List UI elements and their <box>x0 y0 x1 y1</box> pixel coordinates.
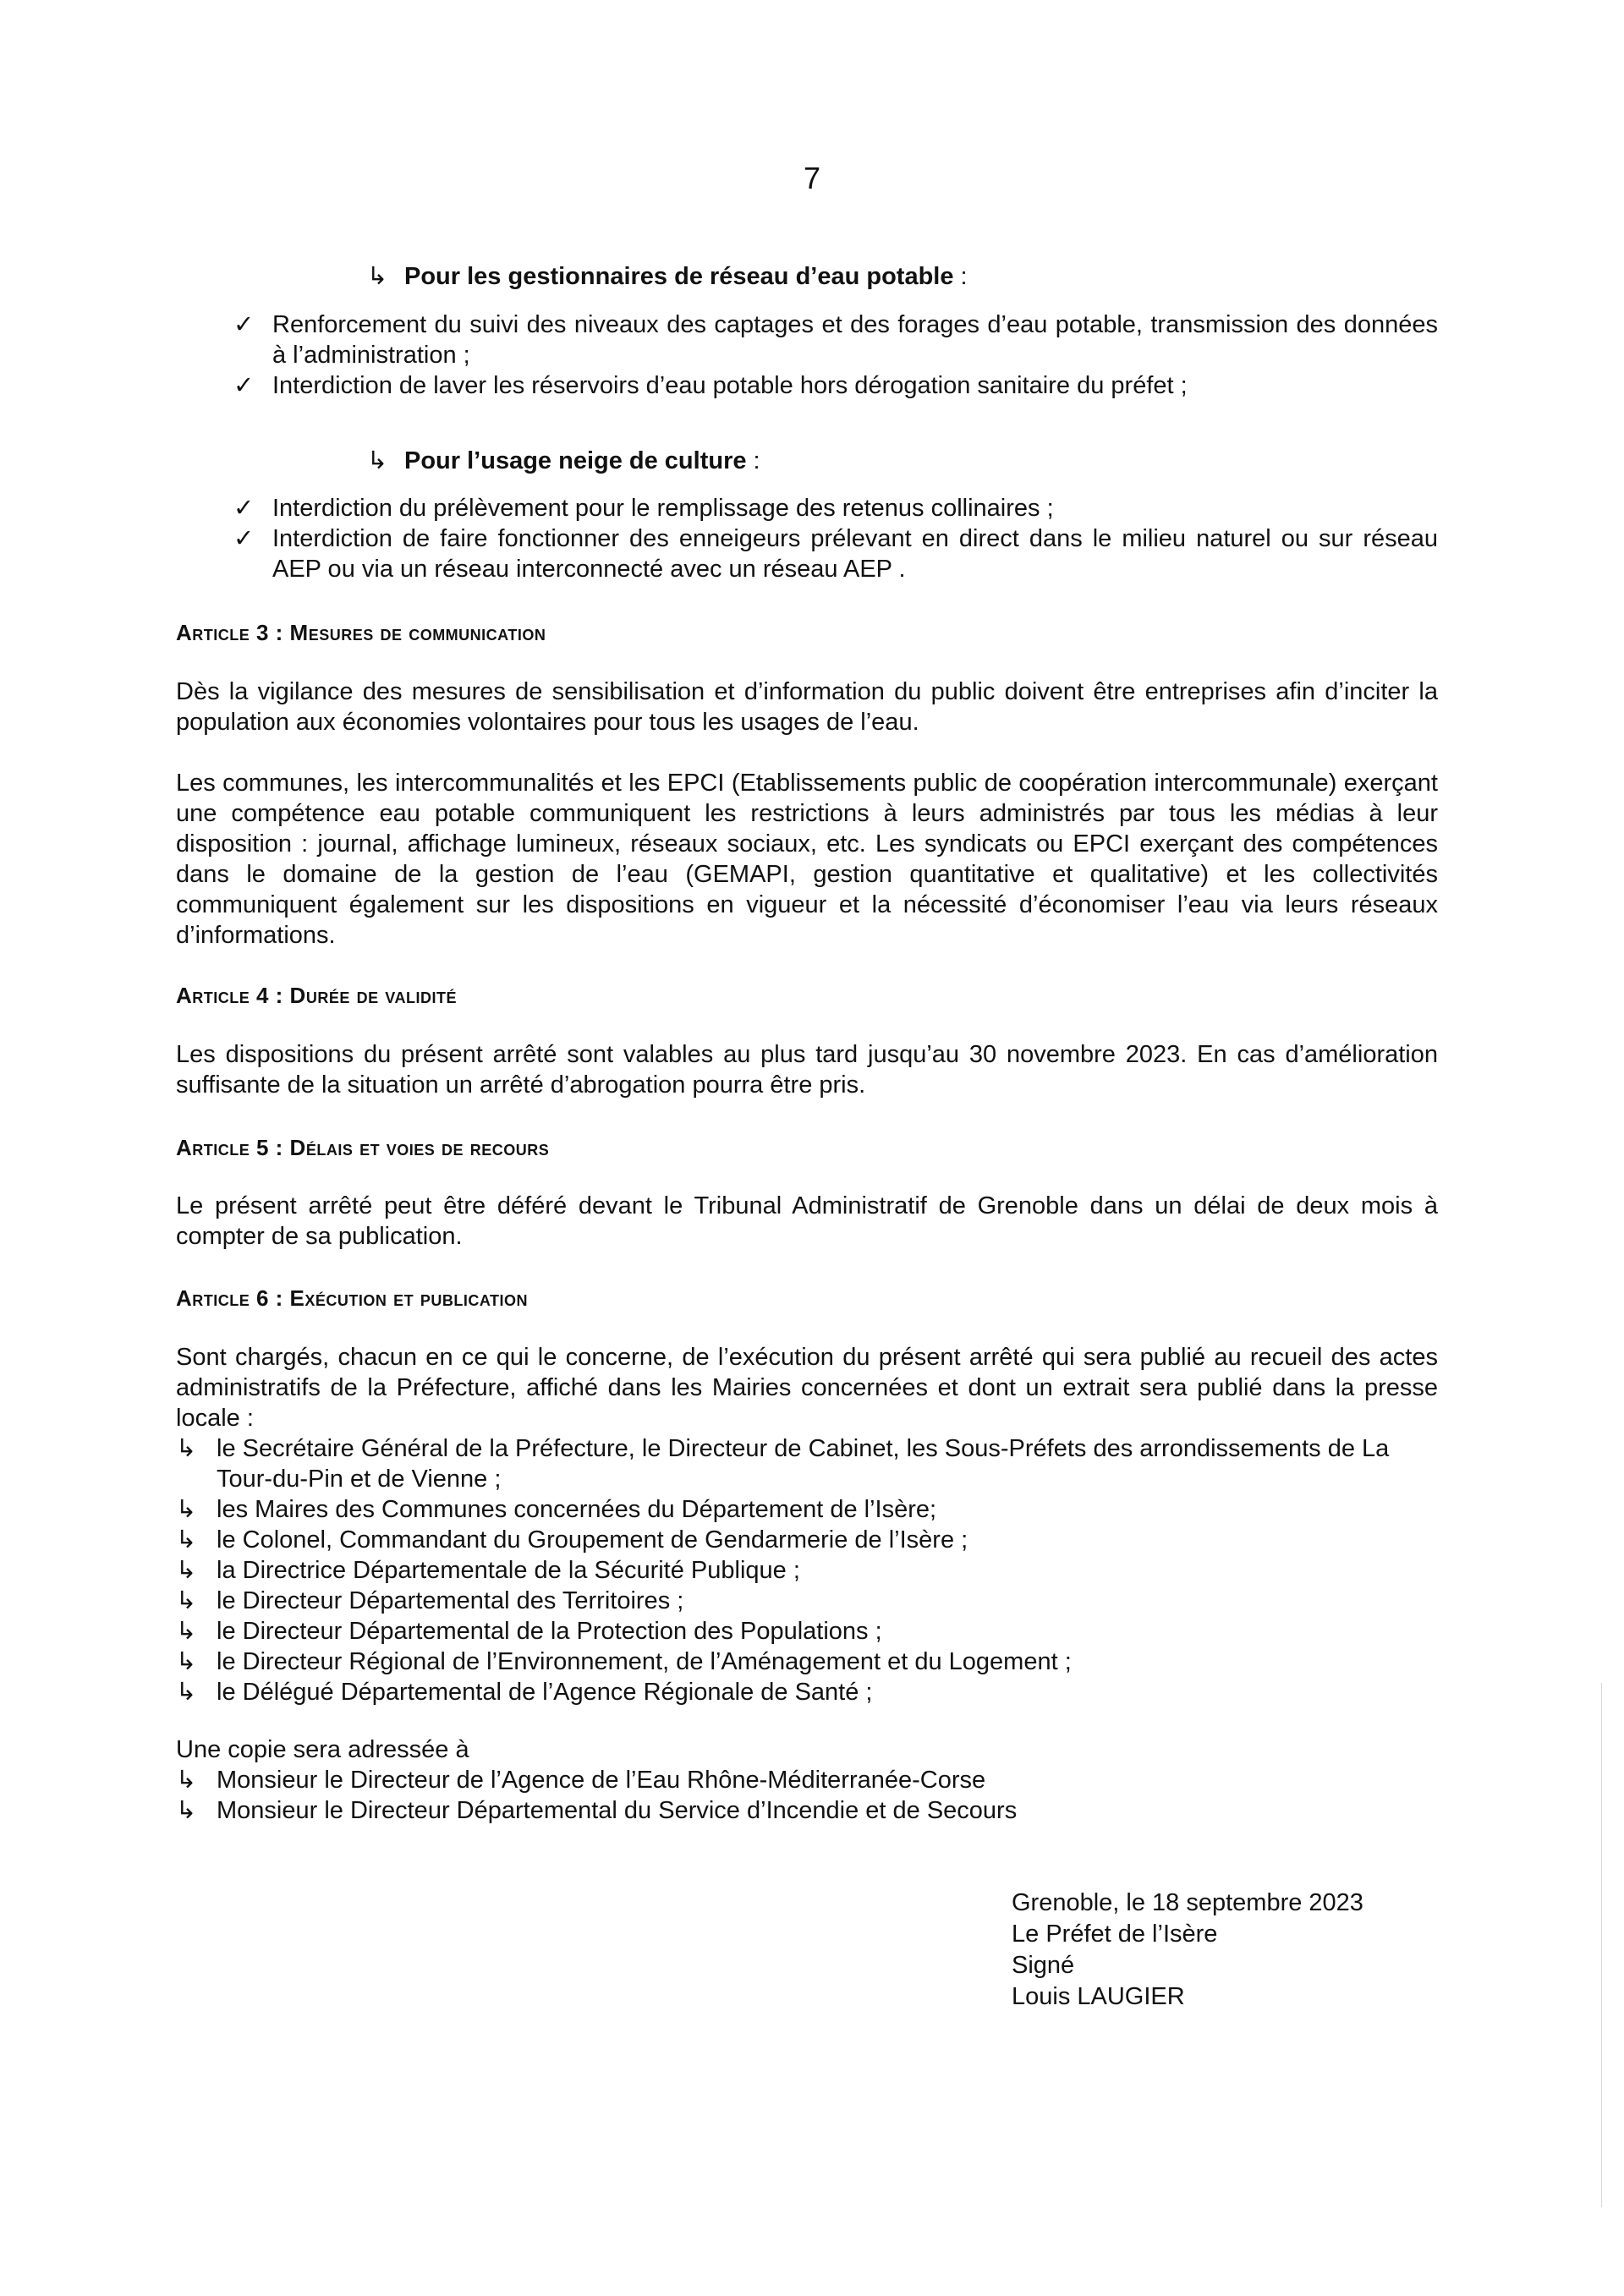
section-water-heading <box>367 261 968 292</box>
article-4-heading: Article 4 : Durée de validité <box>176 983 457 1008</box>
check-icon: ✓ <box>233 525 255 552</box>
hooked-arrow-icon: ↳ <box>176 1618 197 1645</box>
list-item <box>176 1525 1438 1555</box>
list-item <box>233 370 1438 401</box>
list-item-text: Monsieur le Directeur de l’Agence de l’Eau Rhône-Méditerranée-Corse <box>217 1767 986 1794</box>
copy-list <box>176 1734 1438 1826</box>
hooked-arrow-icon: ↳ <box>176 1557 197 1584</box>
article-3-paragraph: Les communes, les intercommunalités et les EPCI (Etablissements public de coopération intercommunale) exerçant une compétence eau potable communiquent les restrictions à leurs administrés par tous les médias à leur disposition : journal, affichage lumineux, réseaux sociaux, etc. Les syndicats ou EPCI exerçant des compétences dans le domaine de la gestion de l’eau (GEMAPI, gestion quantitative et qualitative) et les collectivités communiquent également sur les dispositions en vigueur et la nécessité d’économiser l’eau via leurs réseaux d’informations. <box>176 770 1438 949</box>
hooked-arrow-icon: ↳ <box>176 1648 197 1675</box>
article-3-heading: Article 3 : Mesures de communication <box>176 620 546 645</box>
article-5-paragraph: Le présent arrêté peut être déféré devant le Tribunal Administratif de Grenoble dans un délai de deux mois à compter de sa publication. <box>176 1192 1438 1250</box>
hooked-arrow-icon: ↳ <box>176 1587 197 1614</box>
page-number: 7 <box>804 161 821 195</box>
hooked-arrow-icon: ↳ <box>176 1526 197 1553</box>
article-5-heading: Article 5 : Délais et voies de recours <box>176 1135 550 1160</box>
section-snow-list <box>233 493 1438 584</box>
section-snow-heading <box>367 446 760 476</box>
list-item-text: les Maires des Communes concernées du Département de l’Isère; <box>217 1496 937 1523</box>
list-item <box>176 1586 1438 1616</box>
copy-intro: Une copie sera adressée à <box>176 1736 469 1763</box>
list-item <box>176 1795 1438 1826</box>
list-item-text: Interdiction du prélèvement pour le remplissage des retenus collinaires ; <box>272 495 1054 522</box>
list-item-text: le Directeur Régional de l’Environnement, de l’Aménagement et du Logement ; <box>217 1648 1072 1675</box>
list-item-text: Renforcement du suivi des niveaux des captages et des forages d’eau potable, transmission des données à l’administration ; <box>272 311 1438 369</box>
signature-block <box>1012 1888 1363 2013</box>
list-item <box>233 310 1438 370</box>
list-item-text: le Colonel, Commandant du Groupement de Gendarmerie de l’Isère ; <box>217 1526 968 1553</box>
hooked-arrow-icon: ↳ <box>176 1767 197 1794</box>
article-4-paragraph: Les dispositions du présent arrêté sont valables au plus tard jusqu’au 30 novembre 2023. En cas d’amélioration suffisante de la situation un arrêté d’abrogation pourra être pris. <box>176 1041 1438 1099</box>
section-water-list <box>233 310 1438 401</box>
list-item-text: Interdiction de faire fonctionner des enneigeurs prélevant en direct dans le milieu naturel ou sur réseau AEP ou via un réseau interconnecté avec un réseau AEP . <box>272 525 1438 583</box>
check-icon: ✓ <box>233 495 255 522</box>
article-3-paragraph: Dès la vigilance des mesures de sensibilisation et d’information du public doivent être entreprises afin d’inciter la population aux économies volontaires pour tous les usages de l’eau. <box>176 678 1438 736</box>
check-icon: ✓ <box>233 372 255 399</box>
section-snow-suffix: : <box>746 447 760 474</box>
signature-place-date: Grenoble, le 18 septembre 2023 <box>1012 1889 1363 1916</box>
list-item <box>233 493 1438 523</box>
list-item-text: Monsieur le Directeur Départemental du Service d’Incendie et de Secours <box>217 1797 1018 1824</box>
signature-name: Louis LAUGIER <box>1012 1983 1185 2010</box>
hooked-arrow-icon: ↳ <box>367 447 388 474</box>
check-icon: ✓ <box>233 311 255 338</box>
hooked-arrow-icon: ↳ <box>176 1435 197 1462</box>
signature-status: Signé <box>1012 1952 1075 1979</box>
list-item-text: le Secrétaire Général de la Préfecture, le Directeur de Cabinet, les Sous-Préfets des arrondissements de La Tour-du-Pin et de Vienne ; <box>217 1435 1390 1493</box>
list-item-text: Interdiction de laver les réservoirs d’eau potable hors dérogation sanitaire du préfet ; <box>272 372 1188 399</box>
list-item <box>176 1765 1438 1795</box>
list-item <box>176 1616 1438 1647</box>
hooked-arrow-icon: ↳ <box>367 263 388 290</box>
section-water-suffix: : <box>953 263 968 290</box>
list-item <box>176 1433 1438 1494</box>
list-item <box>176 1677 1438 1707</box>
hooked-arrow-icon: ↳ <box>176 1496 197 1523</box>
scan-edge-line <box>1601 1683 1602 2207</box>
list-item-text: le Directeur Départemental de la Protection des Populations ; <box>217 1618 882 1645</box>
article-6-intro: Sont chargés, chacun en ce qui le concerne, de l’exécution du présent arrêté qui sera publié au recueil des actes administratifs de la Préfecture, affiché dans les Mairies concernées et dont un extrait sera publié dans la presse locale : <box>176 1344 1438 1432</box>
article-6-heading: Article 6 : Exécution et publication <box>176 1285 529 1311</box>
signature-role: Le Préfet de l’Isère <box>1012 1921 1218 1948</box>
list-item <box>176 1494 1438 1525</box>
section-snow-title: Pour l’usage neige de culture <box>404 447 747 474</box>
section-water-title: Pour les gestionnaires de réseau d’eau potable <box>404 263 954 290</box>
article-6-recipient-list <box>176 1433 1438 1707</box>
list-item-text: la Directrice Départementale de la Sécurité Publique ; <box>217 1557 800 1584</box>
list-item <box>176 1647 1438 1677</box>
list-item <box>176 1555 1438 1586</box>
hooked-arrow-icon: ↳ <box>176 1797 197 1824</box>
list-item-text: le Délégué Départemental de l’Agence Régionale de Santé ; <box>217 1679 873 1706</box>
hooked-arrow-icon: ↳ <box>176 1679 197 1706</box>
list-item-text: le Directeur Départemental des Territoires ; <box>217 1587 684 1614</box>
list-item <box>233 523 1438 584</box>
